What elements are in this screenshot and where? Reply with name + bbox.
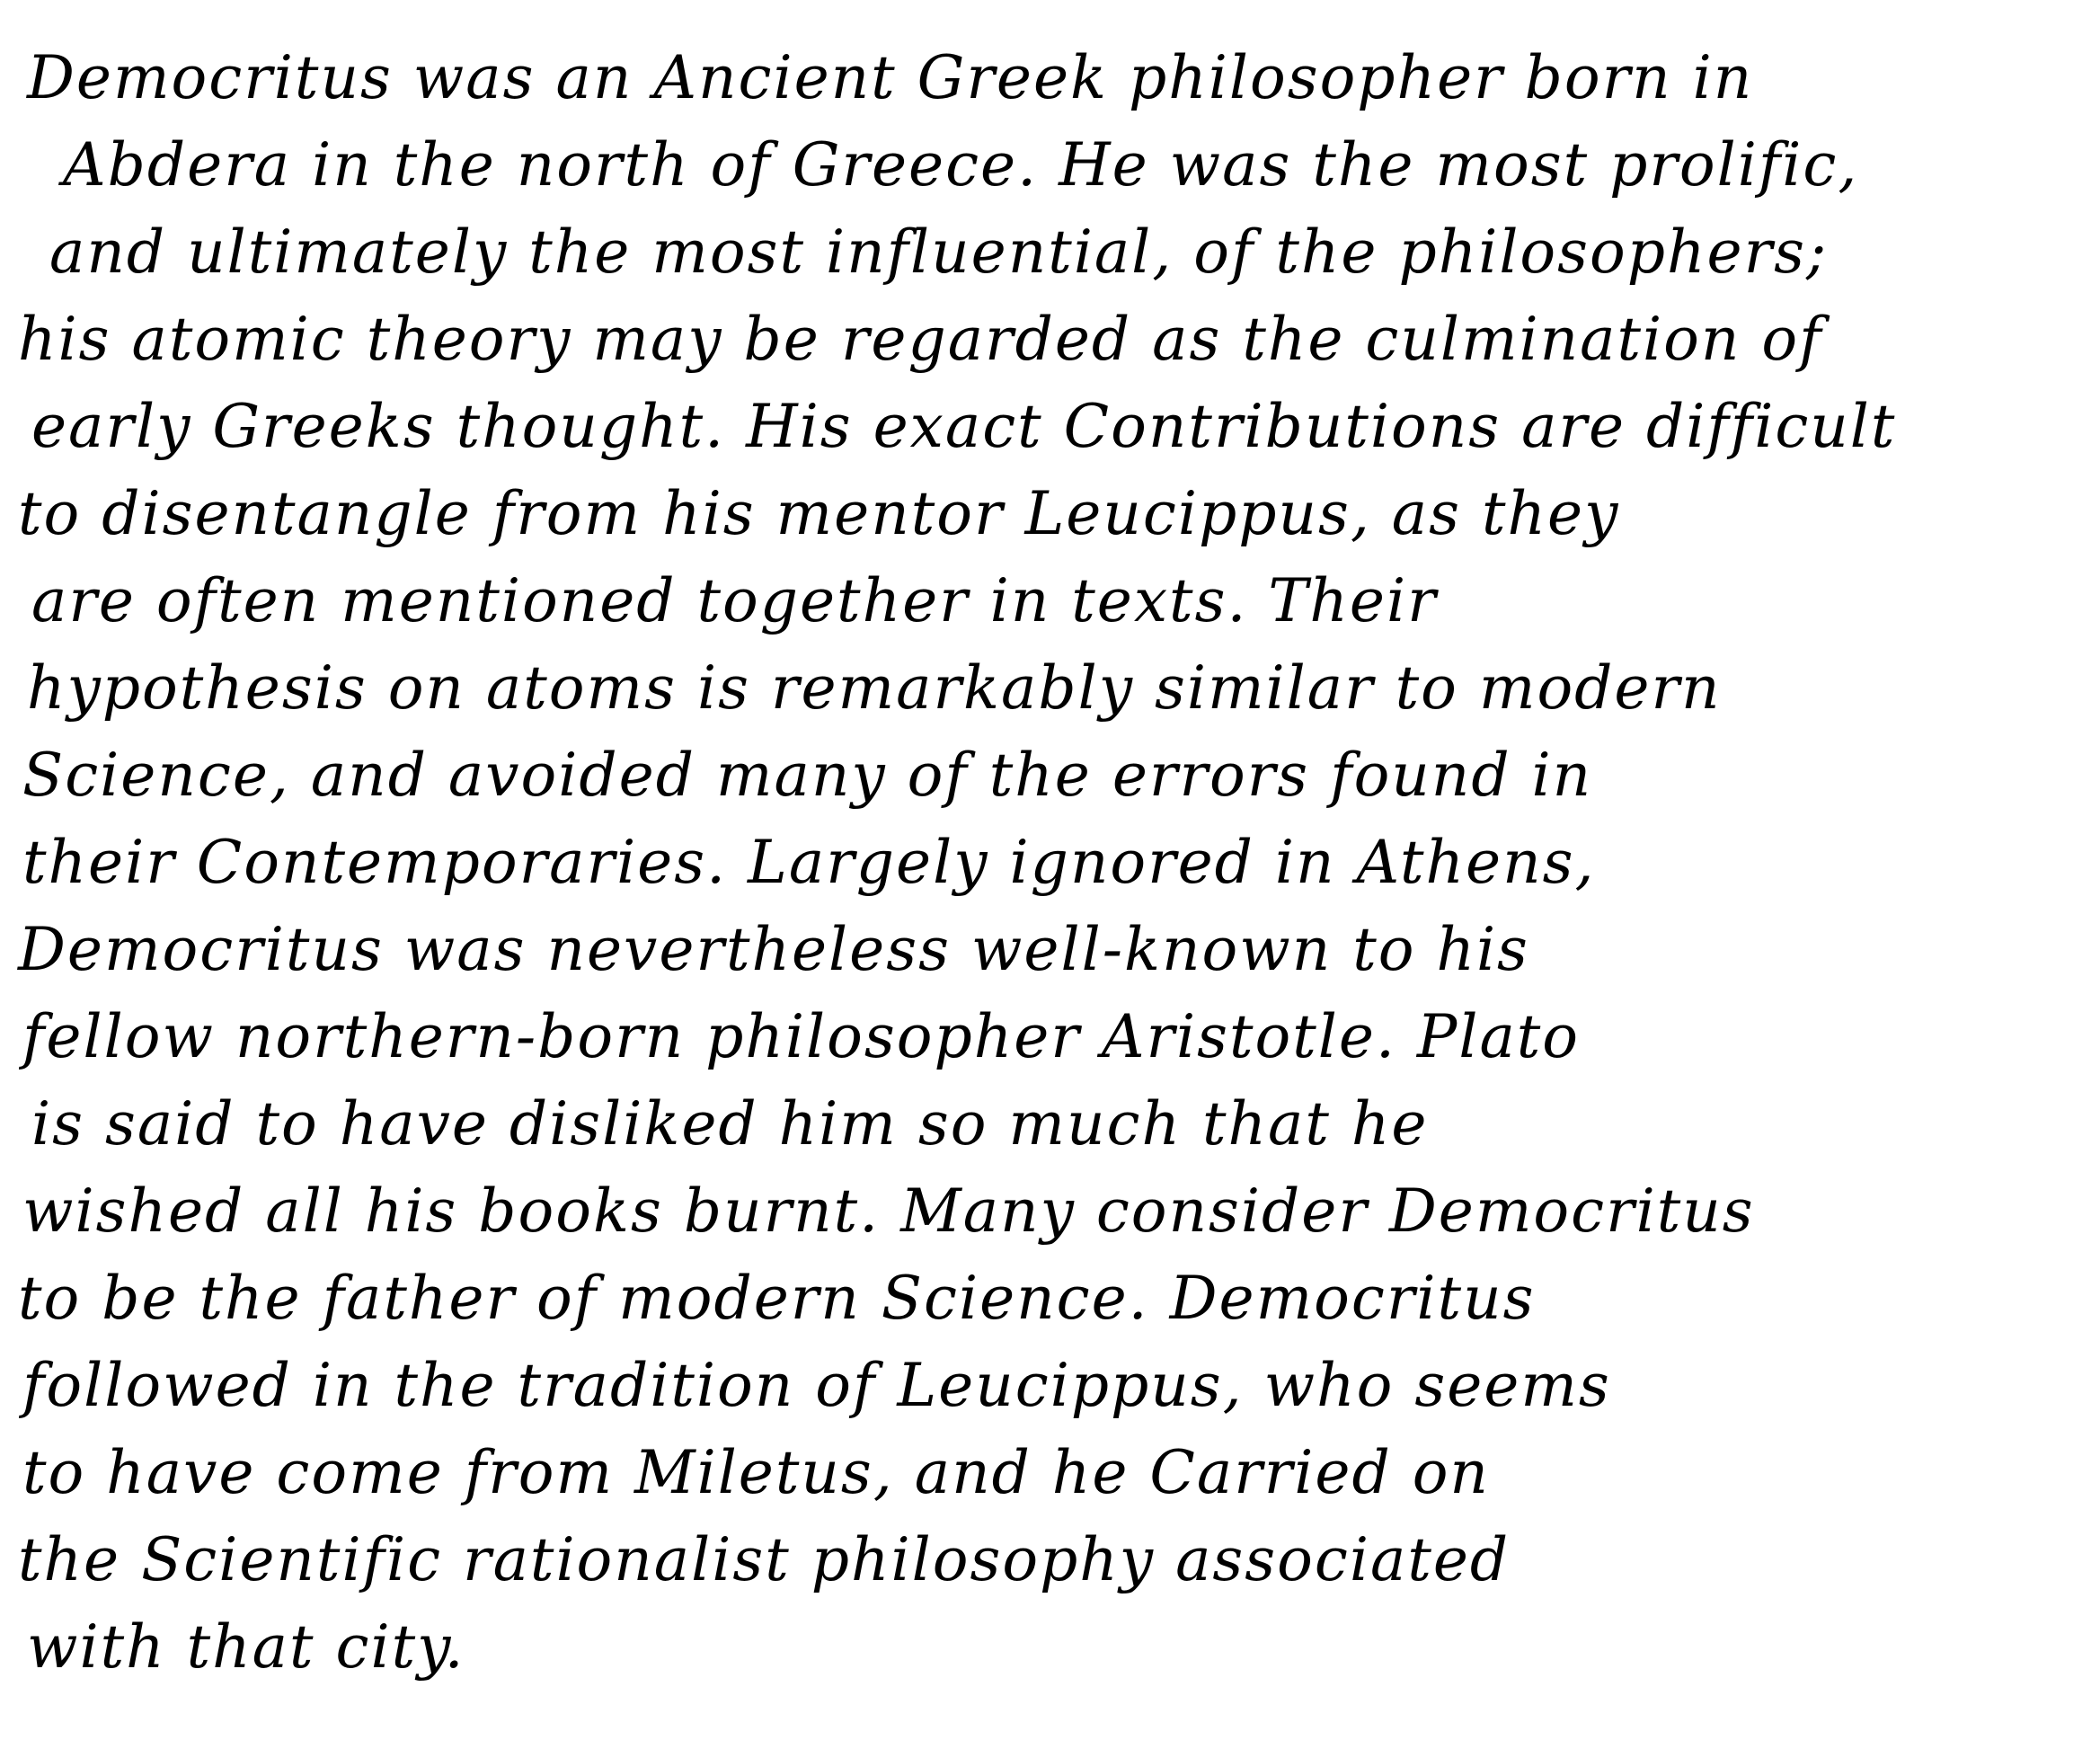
- text-line: Democritus was nevertheless well-known to his: [18, 915, 1529, 984]
- text-line: to disentangle from his mentor Leucippus, as they: [18, 479, 1620, 548]
- text-line: wished all his books burnt. Many consider Democritus: [22, 1176, 1755, 1246]
- text-line: Abdera in the north of Greece. He was the most prolific,: [63, 130, 1859, 200]
- text-line: to be the father of modern Science. Democritus: [18, 1264, 1536, 1333]
- text-line: early Greeks thought. His exact Contributions are difficult: [31, 392, 1897, 461]
- text-line: and ultimately the most influential, of the philosophers;: [49, 218, 1829, 287]
- text-line: hypothesis on atoms is remarkably similar to modern: [27, 653, 1722, 723]
- text-line: Science, and avoided many of the errors found in: [22, 741, 1593, 810]
- text-line: is said to have disliked him so much that he: [31, 1089, 1429, 1159]
- text-line: the Scientific rationalist philosophy associated: [18, 1525, 1511, 1594]
- text-line: with that city.: [27, 1612, 465, 1682]
- text-line: fellow northern-born philosopher Aristotle. Plato: [22, 1002, 1581, 1071]
- text-line: their Contemporaries. Largely ignored in Athens,: [22, 828, 1596, 897]
- text-line: Democritus was an Ancient Greek philosopher born in: [27, 43, 1754, 112]
- text-line: are often mentioned together in texts. Their: [31, 566, 1438, 635]
- text-line: his atomic theory may be regarded as the culmination of: [18, 305, 1823, 374]
- text-line: to have come from Miletus, and he Carried on: [22, 1438, 1490, 1507]
- text-line: followed in the tradition of Leucippus, who seems: [22, 1351, 1611, 1420]
- handwritten-paragraph: [18, 34, 2085, 1691]
